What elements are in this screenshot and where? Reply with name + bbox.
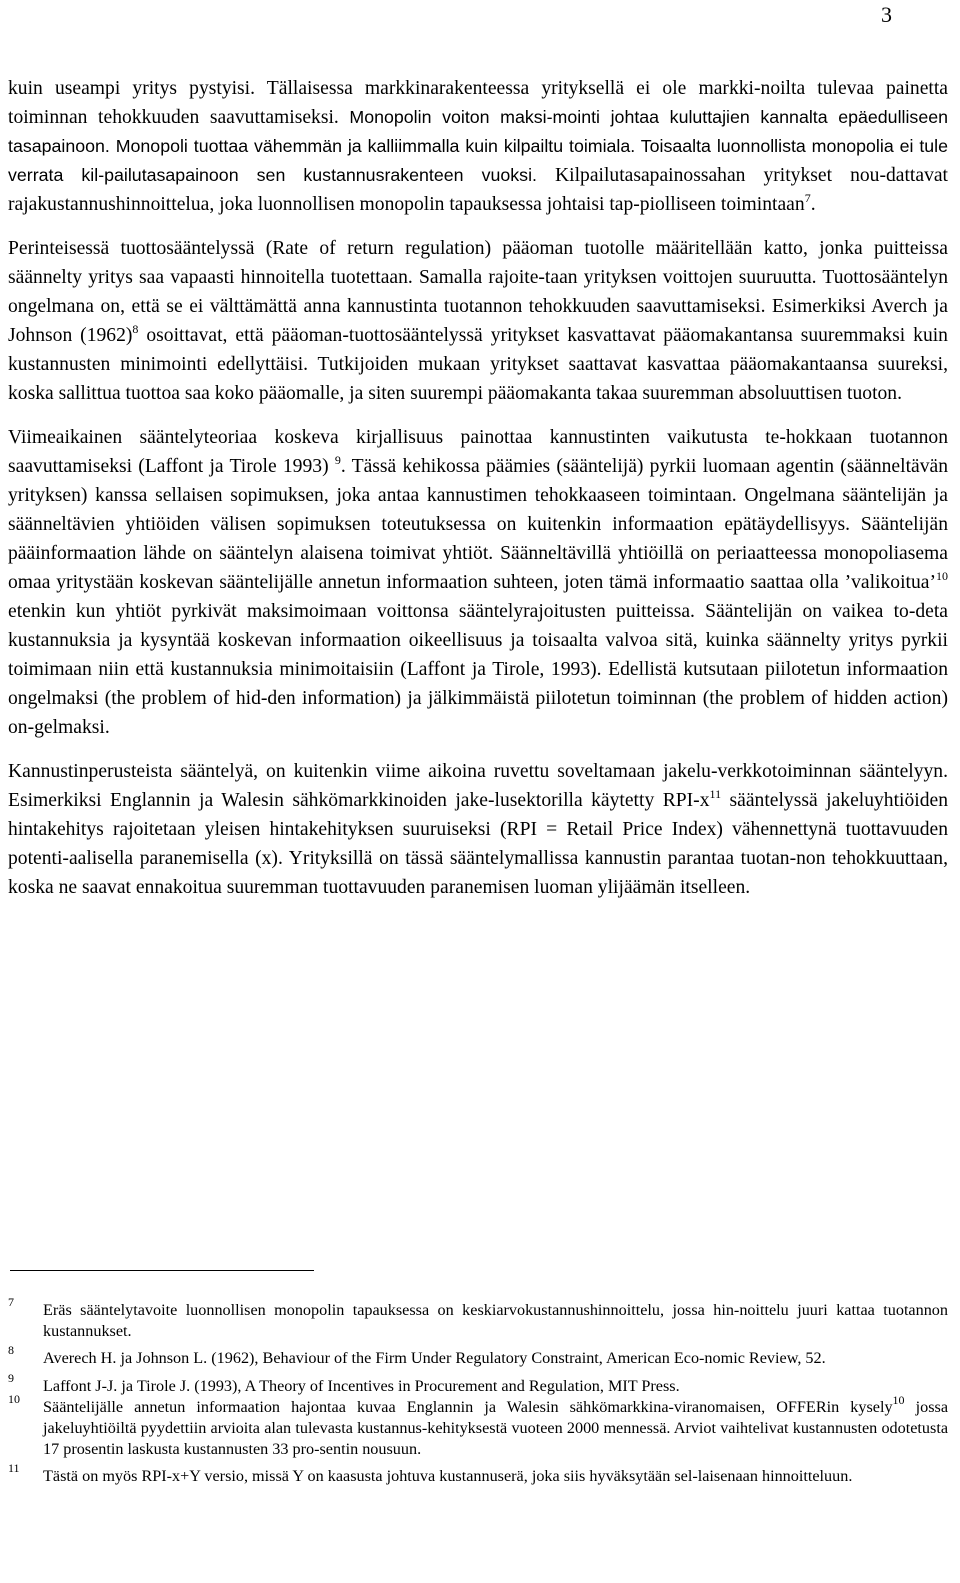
footnote-separator <box>10 1270 314 1271</box>
paragraph-4-text-a: Kannustinperusteista sääntelyä, on kuitenkin viime aikoina ruvettu soveltamaan jakelu-verkkotoiminnan sääntelyyn. Esimerkiksi Englannin ja Walesin sähkömarkkinoiden jake-lusektorilla käytetty RPI-x <box>8 761 948 811</box>
paragraph-3-text-b: . Tässä kehikossa päämies (sääntelijä) pyrkii luomaan agentin (säänneltävän yrityksen) kanssa sellaisen sopimuksen, joka antaa kannustimen tehokkaaseen toimintaan. Ongelmana sääntelijän ja säänneltävien yhtiöiden välisen sopimuksen toteutuksessa on kuitenkin informaation epätäydellisyys. Sääntelijän pääinformaation lähde on sääntelyn alaisena toimivat yhtiöt. Säänneltävillä yhtiöillä on periaatteessa monopoliasema omaa yritystään koskevan sääntelijälle annetun informaation suhteen, joten tämä informaatio saattaa olla ’valikoitua’ <box>8 456 949 593</box>
footnote-text: Laffont J-J. ja Tirole J. (1993), A Theory of Incentives in Procurement and Regulation, MIT Press. <box>43 1376 680 1395</box>
footnote-ref-11[interactable]: 11 <box>709 787 722 801</box>
footnote-text-a: Sääntelijälle annetun informaation hajontaa kuvaa Englannin ja Walesin sähkömarkkina-viranomaisen, OFFERin kysely <box>43 1397 893 1416</box>
footnote-text: Averech H. ja Johnson L. (1962), Behaviour of the Firm Under Regulatory Constraint, American Eco-nomic Review, 52. <box>43 1349 826 1368</box>
footnote-ref-8[interactable]: 8 <box>132 322 139 336</box>
footnote-number: 9 <box>8 1370 14 1385</box>
footnote-7 <box>8 1295 948 1342</box>
footnote-number: 11 <box>8 1461 20 1476</box>
paragraph-2-text-b: osoittavat, että pääoman-tuottosääntelyssä yritykset kasvattavat pääomakantansa suuremmaksi kuin kustannusten minimointi edellyttäisi. Tutkijoiden mukaan yritykset saattavat kasvattaa pääomakantaansa suureksi, koska sallittua tuottoa saa koko pääomalle, ja siten suurempi pääomakanta takaa suuremman absoluuttisen tuoton. <box>8 325 948 404</box>
paragraph-3-text-c: etenkin kun yhtiöt pyrkivät maksimoimaan voittonsa sääntelyrajoitusten puitteissa. Sääntelijän on vaikea to-deta kustannuksia ja kysyntää koskevan informaation oikeellisuus ja toisaalta valvoa sitä, kuinka säännelty yritys pyrkii toimimaan niin että kustannuksia minimoitaisiin (Laffont ja Tirole, 1993). Edellistä kutsutaan piilotetun informaation ongelmaksi (the problem of hid-den information) ja jälkimmäistä piilotetun toiminnan (the problem of hidden action) on-gelmaksi. <box>8 601 948 738</box>
paragraph-1-text-d: . <box>810 194 816 215</box>
paragraph-2 <box>8 234 948 408</box>
paragraph-1-text-b: Monopolin voiton maksi-mointi johtaa kuluttajien kannalta epäedulliseen tasapainoon. Monopoli tuottaa vähemmän ja kalliimmalla kuin kilpailtu toimiala. Toisaalta luonnollista monopolia ei tule verrata kil-pailutasapainoon sen kustannusrakenteen vuoksi. <box>8 107 948 185</box>
paragraph-1 <box>8 74 948 219</box>
body-text <box>8 74 948 917</box>
footnote-9 <box>8 1370 948 1397</box>
footnote-text-b: jossa jakeluyhtiöiltä pyydettiin arvioita alan tulevasta kustannus-kehityksestä vuoteen 2000 mennessä. Arviot vaihtelivat kustannusten odotetusta 17 prosentin laskusta kustannusten 33 pro-sentin nousuun. <box>43 1397 948 1459</box>
footnote-number: 10 <box>8 1391 20 1406</box>
footnote-11 <box>8 1461 948 1487</box>
paragraph-3-text-a: Viimeaikainen sääntelyteoriaa koskeva kirjallisuus painottaa kannustinten vaikutusta te-hokkaan tuotannon saavuttamiseksi (Laffont ja Tirole 1993) <box>8 427 948 477</box>
footnote-number: 8 <box>8 1343 14 1358</box>
footnote-number: 7 <box>8 1295 14 1309</box>
footnote-10 <box>8 1391 948 1461</box>
paragraph-2-text-a: Perinteisessä tuottosääntelyssä (Rate of return regulation) pääoman tuotolle määritellään katto, jonka puitteissa säännelty yritys saa vapaasti hinnoitella tuotettaan. Samalla rajoite-taan yrityksen voittojen suuruutta. Tuottosääntelyn ongelmana on, että se ei välttämättä anna kannustinta tuotannon tehokkuuden saavuttamiseksi. Esimerkiksi Averch ja Johnson (1962) <box>8 238 948 346</box>
paragraph-1-text-a: kuin useampi yritys pystyisi. Tällaisessa markkinarakenteessa yrityksellä ei ole markki-noilta tulevaa painetta toiminnan tehokkuuden saavuttamiseksi. <box>8 78 948 128</box>
paragraph-3 <box>8 423 948 742</box>
footnote-8 <box>8 1343 948 1369</box>
footnote-text: Eräs sääntelytavoite luonnollisen monopolin tapauksessa on keskiarvokustannushinnoittelu, jossa hin-noittelu juuri kattaa tuotannon kustannukset. <box>43 1301 948 1341</box>
page-number: 3 <box>881 2 892 27</box>
footnote-ref-10[interactable]: 10 <box>936 569 948 583</box>
footnotes <box>8 1295 948 1488</box>
footnote-ref-9[interactable]: 9 <box>334 453 341 467</box>
paragraph-4 <box>8 757 948 902</box>
paragraph-4-text-b: sääntelyssä jakeluyhtiöiden hintakehitys rajoitetaan yleisen hintakehityksen suuruiseksi (RPI = Retail Price Index) vähennettynä tuottavuuden potenti-aalisella paranemisella (x). Yrityksillä on tässä sääntelymallissa kannustin parantaa tuotan-non tehokkuuttaan, koska ne saavat ennakoitua suuremman tuottavuuden paranemisen luoman ylijäämän itselleen. <box>8 790 949 898</box>
footnote-ref-7[interactable]: 7 <box>804 191 811 205</box>
footnote-inline-ref: 10 <box>892 1392 905 1407</box>
footnote-text: Tästä on myös RPI-x+Y versio, missä Y on kaasusta johtuva kustannuserä, joka siis hyväksytään sel-laisenaan hinnoitteluun. <box>43 1467 853 1486</box>
paragraph-1-text-c: Kilpailutasapainossahan yritykset nou-dattavat rajakustannushinnoittelua, joka luonnollisen monopolin tapauksessa johtaisi tap-piolliseen toimintaan <box>8 165 949 215</box>
